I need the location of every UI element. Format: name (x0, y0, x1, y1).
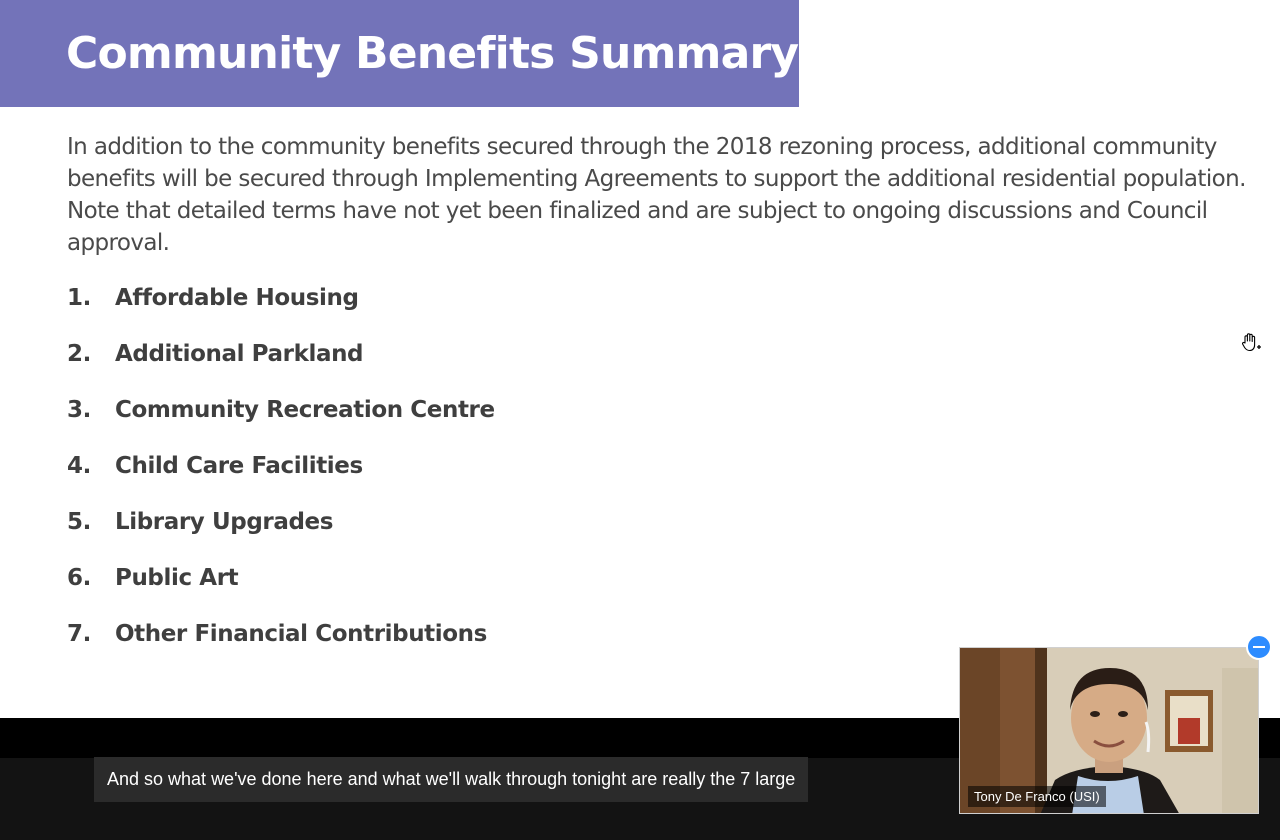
list-item-number: 3. (67, 397, 91, 423)
list-item (67, 616, 495, 672)
list-item (67, 448, 495, 504)
list-item-label: Library Upgrades (115, 509, 334, 535)
list-item-label: Child Care Facilities (115, 453, 363, 479)
list-item (67, 392, 495, 448)
minimize-video-button[interactable] (1246, 634, 1272, 660)
list-item-number: 4. (67, 453, 91, 479)
closed-caption: And so what we've done here and what we'll walk through tonight are really the 7 large (94, 757, 808, 802)
list-item (67, 560, 495, 616)
list-item-number: 1. (67, 285, 91, 311)
list-item-number: 2. (67, 341, 91, 367)
slide-title: Community Benefits Summary (66, 28, 799, 79)
participant-video-tile[interactable] (959, 647, 1259, 814)
participant-name-label: Tony De Franco (USI) (968, 786, 1106, 807)
list-item-label: Affordable Housing (115, 285, 359, 311)
benefits-list (67, 280, 495, 672)
list-item (67, 280, 495, 336)
list-item-number: 5. (67, 509, 91, 535)
list-item-label: Additional Parkland (115, 341, 364, 367)
list-item-number: 6. (67, 565, 91, 591)
slide-title-band (0, 0, 799, 107)
list-item (67, 504, 495, 560)
list-item-label: Public Art (115, 565, 239, 591)
list-item-number: 7. (67, 621, 91, 647)
hand-cursor-icon (1238, 330, 1262, 354)
minimize-icon (1253, 646, 1265, 648)
list-item (67, 336, 495, 392)
slide-intro-text: In addition to the community benefits secured through the 2018 rezoning process, additional community benefits will be secured through Implementing Agreements to support the additional residential population. Note that detailed terms have not yet been finalized and are subject to ongoing discussions and Council approval. (67, 134, 1246, 256)
list-item-label: Community Recreation Centre (115, 397, 495, 423)
list-item-label: Other Financial Contributions (115, 621, 487, 647)
